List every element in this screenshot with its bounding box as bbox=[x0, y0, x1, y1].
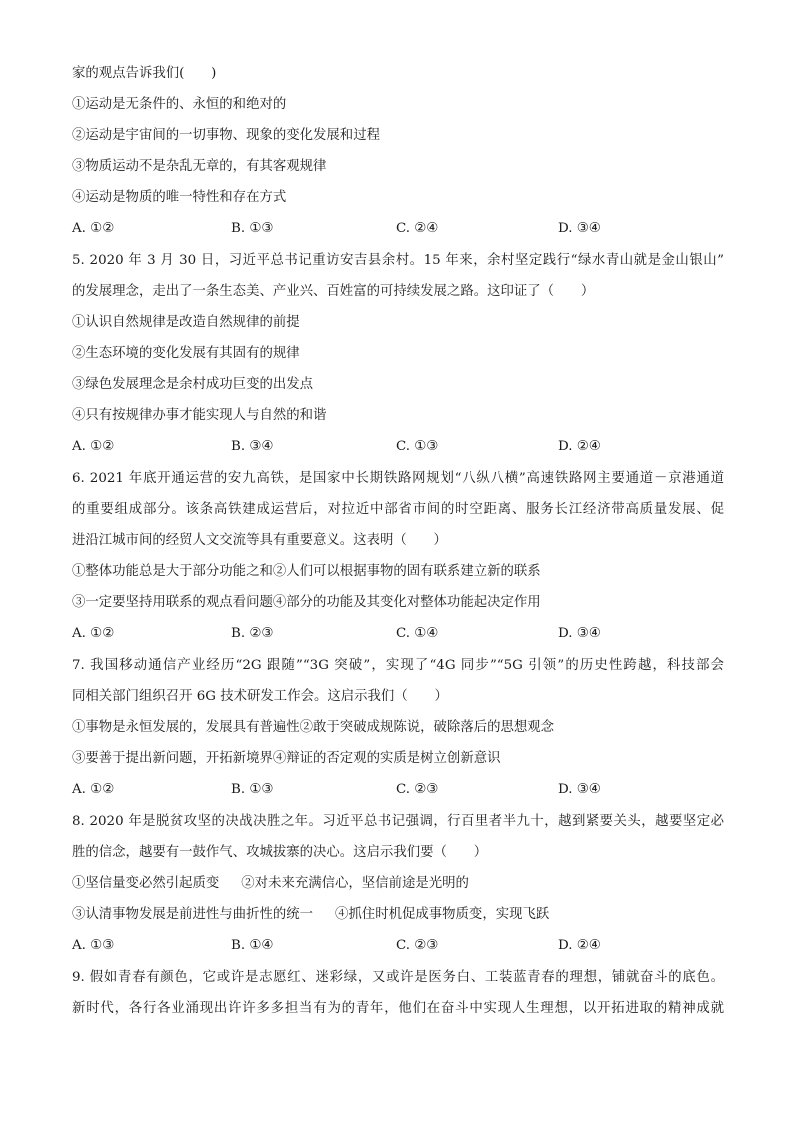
q4-option-a[interactable]: A. ①② bbox=[72, 221, 115, 236]
q4-option-d[interactable]: D. ③④ bbox=[558, 221, 601, 236]
q6-stem-line-3: 进沿江城市间的经贸人文交流等具有重要意义。这表明（ ） bbox=[72, 533, 447, 548]
q8-stem-line-2: 胜的信念，越要有一鼓作气、攻城拔寨的决心。这启示我们要（ ） bbox=[72, 845, 488, 860]
q4-options bbox=[72, 219, 724, 239]
q4-item-3: ③物质运动不是杂乱无章的，有其客观规律 bbox=[72, 159, 327, 174]
q7-option-c[interactable]: C. ②③ bbox=[396, 782, 439, 797]
q5-option-c[interactable]: C. ①③ bbox=[396, 439, 439, 454]
q8-option-c[interactable]: C. ②③ bbox=[396, 938, 439, 953]
q8-options bbox=[72, 936, 724, 956]
q6-item-2: ③一定要坚持用联系的观点看问题④部分的功能及其变化对整体功能起决定作用 bbox=[72, 595, 541, 610]
q6-option-b[interactable]: B. ②③ bbox=[231, 626, 274, 641]
q7-item-1: ①事物是永恒发展的，发展具有普遍性②敢于突破成规陈说，破除落后的思想观念 bbox=[72, 720, 555, 735]
q5-item-1: ①认识自然规律是改造自然规律的前提 bbox=[72, 315, 300, 330]
q8-option-a[interactable]: A. ①③ bbox=[72, 938, 115, 953]
q6-option-c[interactable]: C. ①④ bbox=[396, 626, 439, 641]
q7-option-d[interactable]: D. ③④ bbox=[558, 782, 601, 797]
q7-stem-line-1: 7. 我国移动通信产业经历“2G 跟随”“3G 突破”，实现了“4G 同步”“5G 引领”的历史性跨越，科技部会 bbox=[72, 658, 724, 673]
q5-option-a[interactable]: A. ①② bbox=[72, 439, 115, 454]
q7-stem-line-2: 同相关部门组织召开 6G 技术研发工作会。这启示我们（ ） bbox=[72, 689, 448, 704]
q8-option-b[interactable]: B. ①④ bbox=[231, 938, 274, 953]
q7-options bbox=[72, 780, 724, 800]
q8-stem-line-1: 8. 2020 年是脱贫攻坚的决战决胜之年。习近平总书记强调，行百里者半九十，越到紧要关头，越要坚定必 bbox=[72, 814, 724, 829]
q7-option-b[interactable]: B. ①③ bbox=[231, 782, 274, 797]
q7-item-2: ③要善于提出新问题，开拓新境界④辩证的否定观的实质是树立创新意识 bbox=[72, 751, 501, 766]
q4-stem-tail: 家的观点告诉我们( ) bbox=[72, 66, 217, 81]
q8-item-4: ④抓住时机促成事物质变，实现飞跃 bbox=[335, 907, 550, 922]
q9-stem-line-1: 9. 假如青春有颜色，它或许是志愿红、迷彩绿，又或许是医务白、工装蓝青春的理想，铺就奋斗的底色。 bbox=[72, 970, 724, 985]
q5-item-2: ②生态环境的变化发展有其固有的规律 bbox=[72, 346, 300, 361]
q8-item-row-1 bbox=[72, 874, 724, 894]
q9-stem-line-2: 新时代，各行各业涌现出许许多多担当有为的青年，他们在奋斗中实现人生理想，以开拓进取的精神成就 bbox=[72, 1001, 724, 1016]
q8-item-row-2 bbox=[72, 905, 724, 925]
q5-option-d[interactable]: D. ②④ bbox=[558, 439, 601, 454]
q8-item-2: ②对未来充满信心，坚信前途是光明的 bbox=[241, 876, 469, 891]
q4-item-2: ②运动是宇宙间的一切事物、现象的变化发展和过程 bbox=[72, 128, 380, 143]
q6-option-d[interactable]: D. ③④ bbox=[558, 626, 601, 641]
q8-item-1: ①坚信量变必然引起质变 bbox=[72, 876, 220, 891]
q6-stem-line-1: 6. 2021 年底开通运营的安九高铁，是国家中长期铁路网规划“八纵八横”高速铁路网主要通道－京港通道 bbox=[72, 471, 724, 486]
q5-stem-line-1: 5. 2020 年 3 月 30 日，习近平总书记重访安吉县余村。15 年来，余村坚定践行“绿水青山就是金山银山” bbox=[72, 253, 724, 268]
q5-stem-line-2: 的发展理念，走出了一条生态美、产业兴、百姓富的可持续发展之路。这印证了（ ） bbox=[72, 284, 595, 299]
q5-options bbox=[72, 437, 724, 457]
q8-option-d[interactable]: D. ②④ bbox=[558, 938, 601, 953]
q6-stem-line-2: 的重要组成部分。该条高铁建成运营后，对拉近中部省市间的时空距离、服务长江经济带高质量发展、促 bbox=[72, 502, 724, 517]
q4-item-1: ①运动是无条件的、永恒的和绝对的 bbox=[72, 97, 287, 112]
q5-item-4: ④只有按规律办事才能实现人与自然的和谐 bbox=[72, 408, 327, 423]
q5-item-3: ③绿色发展理念是余村成功巨变的出发点 bbox=[72, 377, 314, 392]
q6-option-a[interactable]: A. ①② bbox=[72, 626, 115, 641]
q8-item-3: ③认清事物发展是前进性与曲折性的统一 bbox=[72, 907, 314, 922]
q4-option-c[interactable]: C. ②④ bbox=[396, 221, 439, 236]
q4-item-4: ④运动是物质的唯一特性和存在方式 bbox=[72, 190, 287, 205]
q6-options bbox=[72, 624, 724, 644]
q5-option-b[interactable]: B. ③④ bbox=[231, 439, 274, 454]
q6-item-1: ①整体功能总是大于部分功能之和②人们可以根据事物的固有联系建立新的联系 bbox=[72, 564, 541, 579]
q7-option-a[interactable]: A. ①② bbox=[72, 782, 115, 797]
q4-option-b[interactable]: B. ①③ bbox=[231, 221, 274, 236]
